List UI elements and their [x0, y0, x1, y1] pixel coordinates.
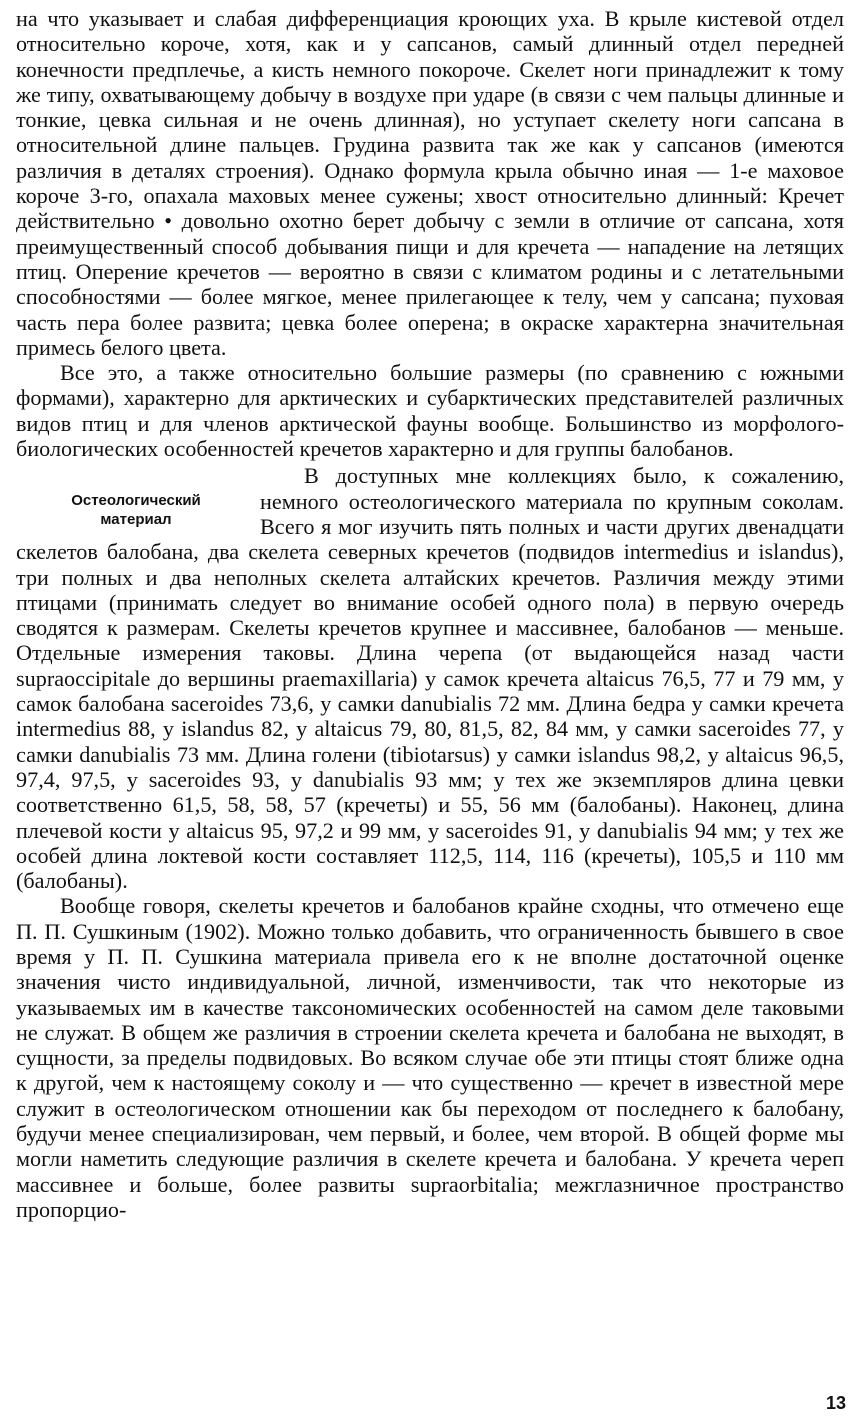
paragraph-1: на что указывает и слабая дифференциация кроющих уха. В крыле кистевой отдел относительно короче, хотя, как и у сапсанов, самый длинный отдел передней конечности предплечье, а кисть немного покороче. Скелет ноги принадлежит к тому же типу, охватывающему добычу в воздухе при ударе (в связи с чем пальцы длинные и тонкие, цевка сильная и не очень длинная), но уступает скелету ноги сапсана в относительной длине пальцев. Грудина развита так же как у сапсанов (имеются различия в деталях строения). Однако формула крыла обычно иная — 1-е маховое короче 3-го, опахала маховых менее сужены; хвост относительно длинный: Кречет действительно • довольно охотно берет добычу с земли в отличие от сапсана, хотя преимущественный способ добывания пищи и для кречета — нападение на летящих птиц. Оперение кречетов — вероятно в связи с климатом родины и с летательными способностями — более мягкое, менее прилегающее к телу, чем у сапсана; пуховая часть пера более развита; цевка более оперена; в окраске характерна значительная примесь белого цвета. — [16, 6, 844, 360]
page-number: 13 — [825, 1393, 846, 1413]
paragraph-3: В доступных мне коллекциях было, к сожалению, немного остеологического материала по крупным соколам. Всего я мог изучить пять полных и части других двенадцати скелетов балобана, два скелета северных кречетов (подвидов intermedius и islandus), три полных и два неполных скелета алтайских кречетов. Различия между этими птицами (принимать следует во внимание особей одного пола) в первую очередь сводятся к размерам. Скелеты кречетов крупнее и массивнее, балобанов — меньше. Отдельные измерения таковы. Длина черепа (от выдающейся назад части supraoccipitale до вершины praemaxillaria) у самок кречета altaicus 76,5, 77 и 79 мм, у самок балобана saceroides 73,6, у самки danubialis 72 мм. Длина бедра у самки кречета intermedius 88, у islandus 82, у altaicus 79, 80, 81,5, 82, 84 мм, у самки saceroides 77, у самки danubialis 73 мм. Длина голени (tibiotarsus) у самки islandus 98,2, у altaicus 96,5, 97,4, 97,5, у saceroides 93, у danubialis 93 мм; у тех же экземпляров длина цевки соответственно 61,5, 58, 58, 57 (кречеты) и 55, 56 мм (балобаны). Наконец, длина плечевой кости у altaicus 95, 97,2 и 99 мм, у saceroides 91, у danubialis 94 мм; у тех же особей длина локтевой кости составляет 112,5, 114, 116 (кречеты), 105,5 и 110 мм (балобаны). — [16, 463, 844, 894]
paragraph-4: Вообще говоря, скелеты кречетов и балобанов крайне сходны, что отмечено еще П. П. Сушкиным (1902). Можно только добавить, что ограниченность бывшего в свое время у П. П. Сушкина материала привела его к не вполне достаточной оценке значения чисто индивидуальной, личной, изменчивости, так что некоторые из указываемых им в качестве таксономических особенностей на самом деле таковыми не служат. В общем же различия в строении скелета кречета и балобана не выходят, в сущности, за пределы подвидовых. Во всяком случае обе эти птицы стоят ближе одна к другой, чем к настоящему соколу и — что существенно — кречет в известной мере служит в остеологическом отношении как бы переходом от последнего к балобану, будучи менее специализирован, чем первый, и более, чем второй. В общей форме мы могли наметить следующие различия в скелете кречета и балобана. У кречета череп массивнее и больше, более развиты supraorbitalia; межглазничное пространство пропорцио- — [16, 893, 844, 1222]
osteology-section — [16, 463, 844, 893]
margin-heading: Остеологический материал — [71, 492, 201, 529]
paragraph-2: Все это, а также относительно большие размеры (по сравнению с южными формами), характерно для арктических и субарктических представителей различных видов птиц и для членов арктической фауны вообще. Большинство из морфолого-биологических особенностей кречетов характерно и для группы балобанов. — [16, 360, 844, 462]
